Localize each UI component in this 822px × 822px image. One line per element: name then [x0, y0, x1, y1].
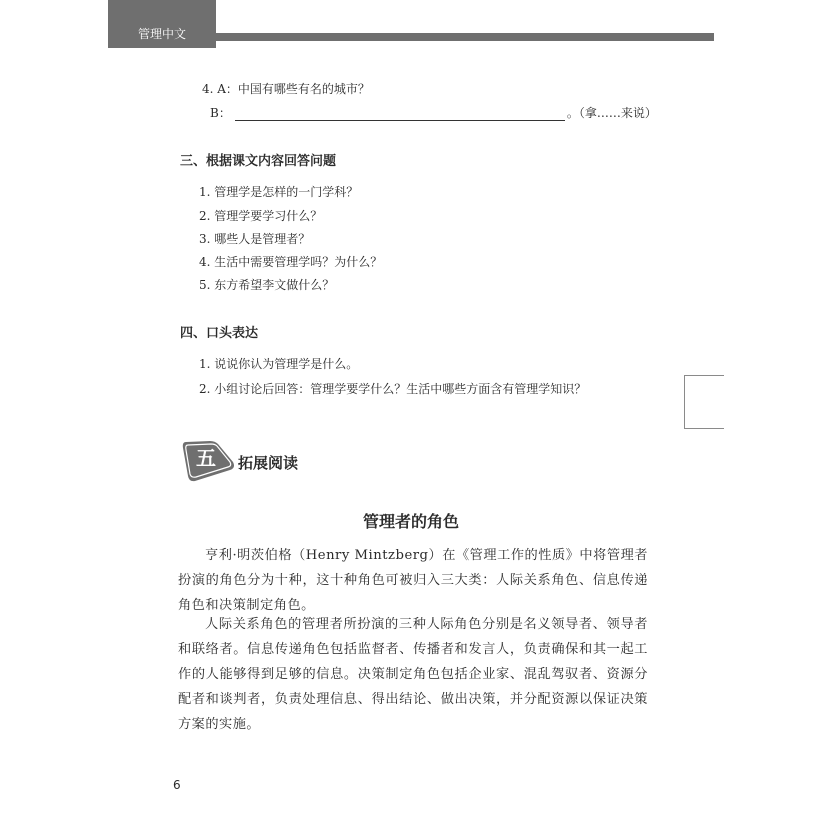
book-title: 管理中文 — [137, 27, 186, 41]
list-item: 2. 小组讨论后回答：管理学要学什么？生活中哪些方面含有管理学知识？ — [199, 382, 587, 396]
list-item: 5. 东方希望李文做什么？ — [199, 278, 335, 292]
list-item: 4. 生活中需要管理学吗？为什么？ — [199, 255, 383, 269]
article-paragraph: 人际关系角色的管理者所扮演的三种人际角色分别是名义领导者、领导者和联络者。信息传递角色包括监督者、传播者和发言人，负责确保和其一起工作的人能够得到足够的信息。决策制定角色包括企业家、混乱驾驭者、资源分配者和谈判者，负责处理信息、得出结论、做出决策，并分配资源以保证决策方案的实施。 — [178, 617, 648, 732]
section5-badge: 五 — [196, 446, 216, 470]
list-item: 2. 管理学要学习什么？ — [199, 209, 323, 223]
list-item: 3. 哪些人是管理者？ — [199, 232, 311, 246]
answer-hint: 。（拿……来说） — [566, 106, 657, 120]
page-number: 6 — [173, 778, 181, 792]
side-thumb-tab — [684, 375, 724, 429]
list-item: 1. 管理学是怎样的一门学科？ — [199, 185, 359, 199]
header-rule — [216, 33, 714, 41]
section5-title: 拓展阅读 — [238, 454, 299, 472]
article-paragraph: 亨利·明茨伯格（Henry Mintzberg）在《管理工作的性质》中将管理者扮演的角色分为十种，这十种角色可被归入三大类：人际关系角色、信息传递角色和决策制定角色。 — [178, 548, 648, 613]
answer-blank — [235, 108, 565, 121]
section3-title: 三、根据课文内容回答问题 — [180, 154, 337, 169]
list-item: 1. 说说你认为管理学是什么。 — [199, 357, 359, 371]
answer-label: B： — [210, 106, 231, 120]
book-title-tab — [108, 0, 216, 48]
article-title: 管理者的角色 — [362, 512, 459, 531]
section4-title: 四、口头表达 — [180, 326, 259, 341]
exercise4-answer-line — [210, 104, 657, 121]
exercise4-prompt: 4. A：中国有哪些有名的城市？ — [202, 82, 370, 96]
